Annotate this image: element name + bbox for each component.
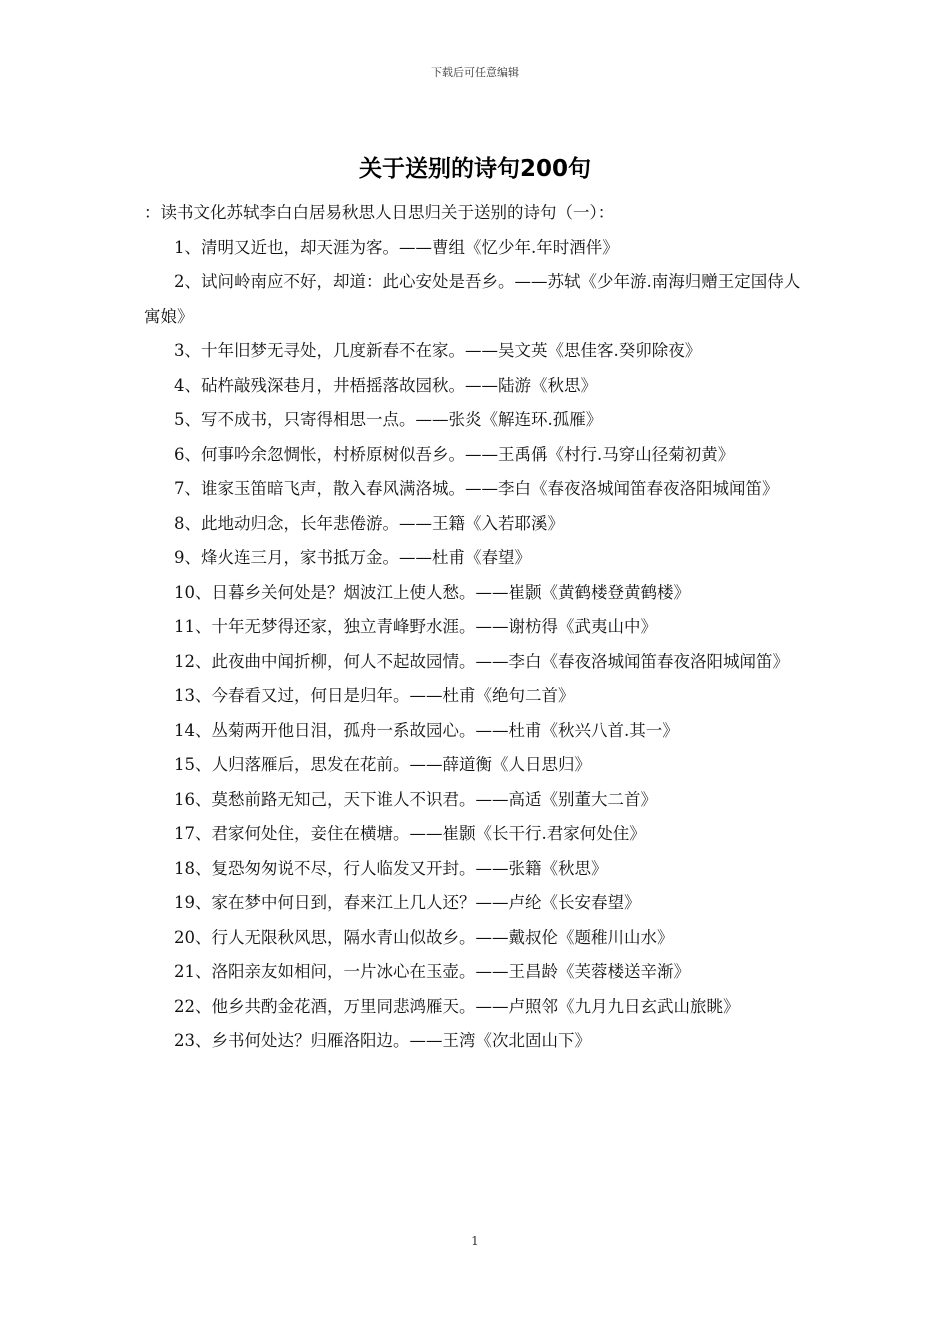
page-title: 关于送别的诗句200句	[358, 156, 591, 182]
poem-line: 19、家在梦中何日到，春来江上几人还？——卢纶《长安春望》	[174, 893, 641, 912]
poem-line: 9、烽火连三月，家书抵万金。——杜甫《春望》	[174, 548, 531, 567]
poem-line: 20、行人无限秋风思，隔水青山似故乡。——戴叔伦《题稚川山水》	[174, 927, 674, 947]
poem-line: 4、砧杵敲残深巷月，井梧摇落故园秋。——陆游《秋思》	[174, 375, 597, 395]
poem-line: 8、此地动归念，长年悲倦游。——王籍《入若耶溪》	[174, 513, 564, 533]
poem-line: 17、君家何处住，妾住在横塘。——崔颢《长干行.君家何处住》	[174, 824, 646, 843]
poem-line: 3、十年旧梦无寻处，几度新春不在家。——吴文英《思佳客.癸卯除夜》	[174, 341, 702, 360]
poem-line: 5、写不成书，只寄得相思一点。——张炎《解连环.孤雁》	[174, 410, 603, 429]
poem-line: 2、试问岭南应不好，却道：此心安处是吾乡。——苏轼《少年游.南海归赠王定国侍人寓娘》	[144, 272, 801, 326]
poem-line: 12、此夜曲中闻折柳，何人不起故园情。——李白《春夜洛城闻笛春夜洛阳城闻笛》	[174, 651, 789, 671]
header-note: 下载后可任意编辑	[431, 66, 519, 79]
poem-line: 15、人归落雁后，思发在花前。——薛道衡《人日思归》	[174, 755, 591, 774]
poem-line: 18、复恐匆匆说不尽，行人临发又开封。——张籍《秋思》	[174, 858, 608, 878]
poem-line: 22、他乡共酌金花酒，万里同悲鸿雁天。——卢照邻《九月九日玄武山旅眺》	[174, 996, 740, 1016]
poem-line: 1、清明又近也，却天涯为客。——曹组《忆少年.年时酒伴》	[174, 237, 619, 257]
poem-line: 6、何事吟余忽惆怅，村桥原树似吾乡。——王禹偁《村行.马穿山径菊初黄》	[174, 444, 735, 464]
poem-line: 13、今春看又过，何日是归年。——杜甫《绝句二首》	[174, 686, 575, 705]
poem-line: 11、十年无梦得还家，独立青峰野水涯。——谢枋得《武夷山中》	[174, 617, 657, 636]
page-number: 1	[471, 1234, 479, 1248]
poem-list	[144, 196, 812, 1059]
poem-line: 14、丛菊两开他日泪，孤舟一系故园心。——杜甫《秋兴八首.其一》	[174, 720, 679, 740]
poem-line: 16、莫愁前路无知己，天下谁人不识君。——高适《别董大二首》	[174, 789, 657, 809]
poem-line: 23、乡书何处达？归雁洛阳边。——王湾《次北固山下》	[174, 1031, 591, 1050]
intro-line: ：读书文化苏轼李白白居易秋思人日思归关于送别的诗句（一）：	[144, 203, 615, 222]
poem-line: 21、洛阳亲友如相问，一片冰心在玉壶。——王昌龄《芙蓉楼送辛渐》	[174, 962, 690, 981]
poem-line: 7、谁家玉笛暗飞声，散入春风满洛城。——李白《春夜洛城闻笛春夜洛阳城闻笛》	[174, 479, 779, 498]
poem-line: 10、日暮乡关何处是？烟波江上使人愁。——崔颢《黄鹤楼登黄鹤楼》	[174, 582, 690, 602]
